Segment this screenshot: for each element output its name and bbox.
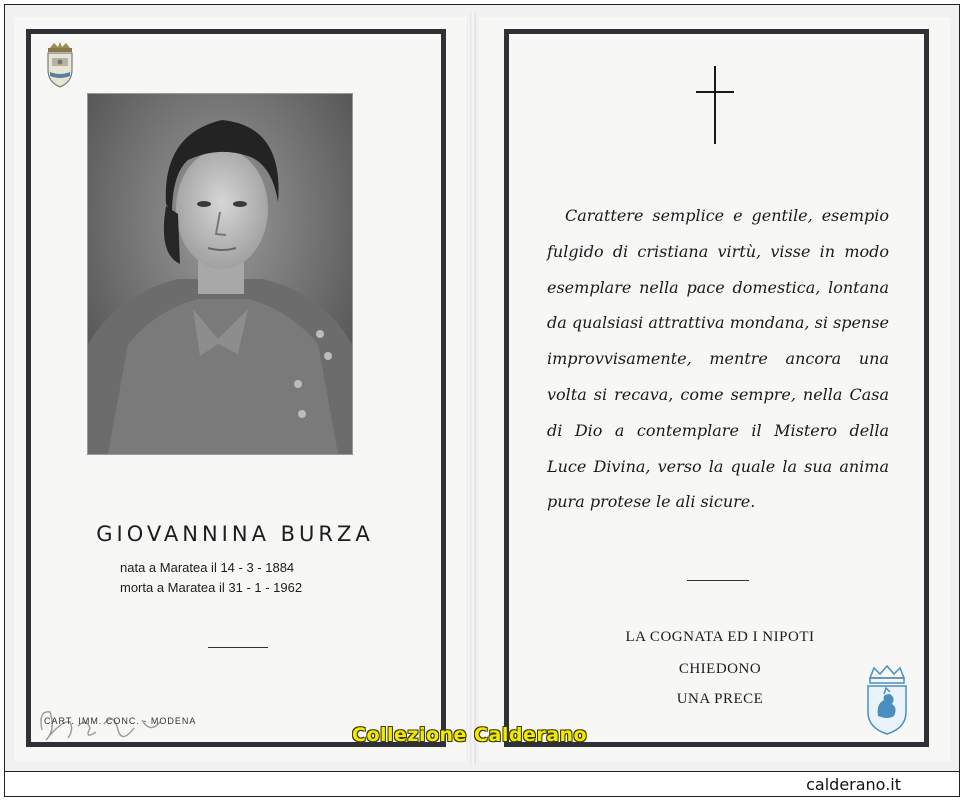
closing-line-3: UNA PRECE	[676, 691, 764, 707]
death-line: morta a Maratea il 31 - 1 - 1962	[120, 580, 303, 595]
memorial-paragraph: Carattere semplice e gentile, esempio fulgido di cristiana virtù, visse in modo esemplare nella pace domestica, lontana da qualsiasi attrattiva mondana, si spense improvvisamente, mentre ancora una volta si recava, come sempre, nella Casa di Dio a contemplare il Mistero della Luce Divina, verso la quale la sua anima pura protese le ali sicure.	[547, 206, 889, 512]
blue-crest-icon	[864, 664, 910, 736]
closing-line-2: CHIEDONO	[678, 661, 762, 677]
coat-of-arms-icon	[40, 40, 80, 90]
site-label: calderano.it	[806, 775, 901, 794]
portrait-photo	[88, 94, 352, 454]
right-divider	[687, 580, 749, 581]
deceased-name: GIOVANNINA BURZA	[96, 522, 374, 546]
footer-bar	[4, 772, 960, 797]
memorial-text	[547, 198, 889, 520]
collection-watermark: Collezione Calderano	[352, 724, 588, 746]
printer-credit: CART. IMM. CONC. - MODENA	[44, 716, 197, 726]
closing-line-1: LA COGNATA ED I NIPOTI	[625, 629, 815, 645]
left-divider	[208, 647, 268, 648]
birth-line: nata a Maratea il 14 - 3 - 1884	[120, 560, 295, 575]
life-dates	[120, 558, 400, 598]
center-fold	[470, 13, 476, 765]
cross-icon	[694, 64, 736, 146]
